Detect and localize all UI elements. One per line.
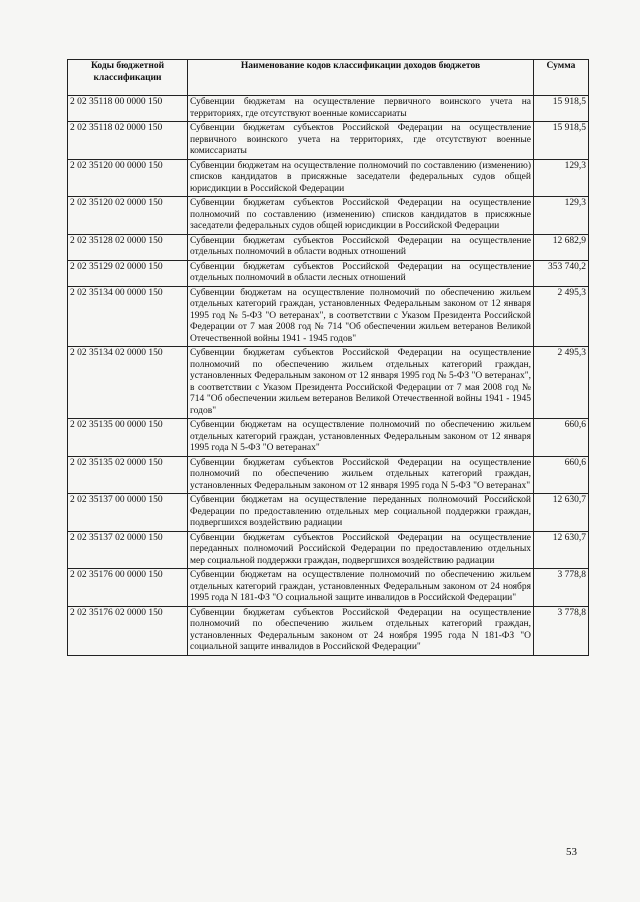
table-row xyxy=(68,456,589,494)
budget-revenue-table xyxy=(67,59,589,656)
header-codes: Коды бюджетной классификации xyxy=(68,60,188,96)
page-number: 53 xyxy=(566,846,577,858)
classification-name: Субвенции бюджетам субъектов Российской Федерации на осуществление полномочий по обеспечению жильем отдельных категорий граждан, установленных Федеральным законом от 12 января 1995 год № 5-ФЗ "О ветеранах", в соответствии с Указом Президента Российской Федерации от 7 мая 2008 год № 714 "Об обеспечении жильем ветеранов Великой Отечественной войны 1941 - 1945 годов" xyxy=(188,347,534,419)
classification-name: Субвенции бюджетам на осуществление полномочий по составлению (изменению) списков кандидатов в присяжные заседатели федеральных судов общей юрисдикции в Российской Федерации xyxy=(188,159,534,197)
table-row xyxy=(68,197,589,235)
classification-code: 2 02 35120 00 0000 150 xyxy=(68,159,188,197)
table-body xyxy=(68,96,589,656)
table-row xyxy=(68,96,589,122)
classification-name: Субвенции бюджетам субъектов Российской Федерации на осуществление полномочий по обеспечению жильем отдельных категорий граждан, установленных Федеральным законом от 12 января 1995 года N 5-ФЗ "О ветеранах" xyxy=(188,456,534,494)
classification-name: Субвенции бюджетам субъектов Российской Федерации на осуществление отдельных полномочий в области водных отношений xyxy=(188,234,534,260)
classification-name: Субвенции бюджетам на осуществление полномочий по обеспечению жильем отдельных категорий граждан, установленных Федеральным законом от 12 января 1995 года N 5-ФЗ "О ветеранах" xyxy=(188,419,534,457)
classification-name: Субвенции бюджетам субъектов Российской Федерации на осуществление первичного воинского учета на территориях, где отсутствуют военные комиссариаты xyxy=(188,122,534,160)
table-row xyxy=(68,122,589,160)
classification-code: 2 02 35118 00 0000 150 xyxy=(68,96,188,122)
classification-code: 2 02 35137 02 0000 150 xyxy=(68,531,188,569)
table-row xyxy=(68,286,589,347)
amount: 353 740,2 xyxy=(534,260,589,286)
classification-name: Субвенции бюджетам на осуществление переданных полномочий Российской Федерации по предоставлению отдельных мер социальной поддержки граждан, подвергшихся воздействию радиации xyxy=(188,494,534,532)
amount: 12 630,7 xyxy=(534,531,589,569)
table-row xyxy=(68,419,589,457)
table-row xyxy=(68,260,589,286)
amount: 129,3 xyxy=(534,159,589,197)
amount: 2 495,3 xyxy=(534,347,589,419)
amount: 660,6 xyxy=(534,419,589,457)
table-row xyxy=(68,531,589,569)
classification-name: Субвенции бюджетам субъектов Российской Федерации на осуществление отдельных полномочий в области лесных отношений xyxy=(188,260,534,286)
amount: 2 495,3 xyxy=(534,286,589,347)
classification-code: 2 02 35135 00 0000 150 xyxy=(68,419,188,457)
amount: 15 918,5 xyxy=(534,96,589,122)
classification-name: Субвенции бюджетам на осуществление первичного воинского учета на территориях, где отсутствуют военные комиссариаты xyxy=(188,96,534,122)
classification-name: Субвенции бюджетам субъектов Российской Федерации на осуществление полномочий по обеспечению жильем отдельных категорий граждан, установленных Федеральным законом от 24 ноября 1995 года N 181-ФЗ "О социальной защите инвалидов в Российской Федерации" xyxy=(188,606,534,655)
classification-code: 2 02 35135 02 0000 150 xyxy=(68,456,188,494)
amount: 12 630,7 xyxy=(534,494,589,532)
table-row xyxy=(68,234,589,260)
amount: 12 682,9 xyxy=(534,234,589,260)
classification-code: 2 02 35128 02 0000 150 xyxy=(68,234,188,260)
classification-name: Субвенции бюджетам на осуществление полномочий по обеспечению жильем отдельных категорий граждан, установленных Федеральным законом от 24 ноября 1995 года N 181-ФЗ "О социальной защите инвалидов в Российской Федерации" xyxy=(188,569,534,607)
table-row xyxy=(68,347,589,419)
amount: 15 918,5 xyxy=(534,122,589,160)
classification-code: 2 02 35176 00 0000 150 xyxy=(68,569,188,607)
classification-name: Субвенции бюджетам субъектов Российской Федерации на осуществление переданных полномочий Российской Федерации по предоставлению отдельных мер социальной поддержки граждан, подвергшихся воздействию радиации xyxy=(188,531,534,569)
classification-code: 2 02 35137 00 0000 150 xyxy=(68,494,188,532)
table-row xyxy=(68,159,589,197)
classification-code: 2 02 35129 02 0000 150 xyxy=(68,260,188,286)
classification-code: 2 02 35134 00 0000 150 xyxy=(68,286,188,347)
table-row xyxy=(68,494,589,532)
table-row xyxy=(68,569,589,607)
table-row xyxy=(68,606,589,655)
amount: 129,3 xyxy=(534,197,589,235)
header-name: Наименование кодов классификации доходов бюджетов xyxy=(188,60,534,96)
amount: 3 778,8 xyxy=(534,569,589,607)
classification-name: Субвенции бюджетам субъектов Российской Федерации на осуществление полномочий по составлению (изменению) списков кандидатов в присяжные заседатели федеральных судов общей юрисдикции в Российской Федерации xyxy=(188,197,534,235)
table-header-row xyxy=(68,60,589,96)
amount: 3 778,8 xyxy=(534,606,589,655)
header-sum: Сумма xyxy=(534,60,589,96)
amount: 660,6 xyxy=(534,456,589,494)
classification-name: Субвенции бюджетам на осуществление полномочий по обеспечению жильем отдельных категорий граждан, установленных Федеральным законом от 12 января 1995 год № 5-ФЗ "О ветеранах", в соответствии с Указом Президента Российской Федерации от 7 мая 2008 год № 714 "Об обеспечении жильем ветеранов Великой Отечественной войны 1941 - 1945 годов" xyxy=(188,286,534,347)
classification-code: 2 02 35118 02 0000 150 xyxy=(68,122,188,160)
classification-code: 2 02 35134 02 0000 150 xyxy=(68,347,188,419)
classification-code: 2 02 35120 02 0000 150 xyxy=(68,197,188,235)
classification-code: 2 02 35176 02 0000 150 xyxy=(68,606,188,655)
